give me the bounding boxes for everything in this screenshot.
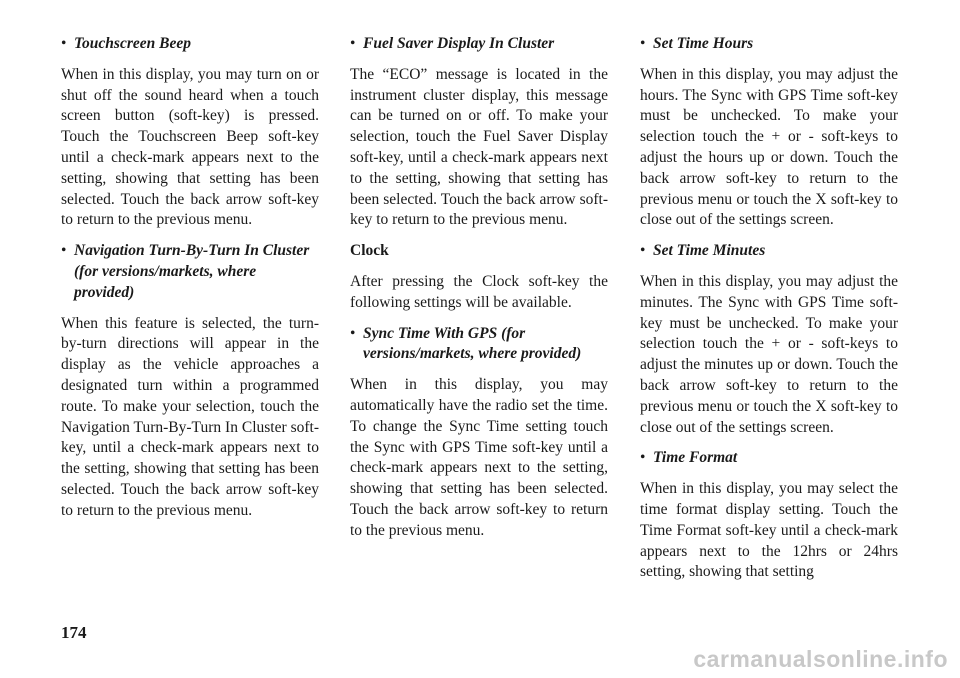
paragraph-set-time-hours: When in this display, you may adjust the hours. The Sync with GPS Time soft-key must be unchecked. To make your selection touch the + or - soft-keys to adjust the hours up or down. Touch the back arrow soft-key to return to the previous menu or touch the X soft-key to close out of the settings screen. — [640, 65, 898, 229]
page-number: 174 — [61, 623, 87, 642]
heading-set-time-minutes: • Set Time Minutes — [640, 241, 898, 262]
heading-sync-time-gps: • Sync Time With GPS (for versions/markets, where provided) — [350, 324, 608, 366]
heading-set-time-hours: • Set Time Hours — [640, 34, 898, 55]
column-middle — [350, 34, 608, 552]
paragraph-time-format: When in this display, you may select the time format display setting. Touch the Time Format soft-key until a check-mark appears next to the 12hrs or 24hrs setting, showing that setting — [640, 480, 898, 581]
section-title-clock: Clock — [350, 242, 389, 260]
watermark: carmanualsonline.info — [693, 646, 948, 672]
column-left — [61, 34, 319, 532]
heading-time-format: • Time Format — [640, 448, 898, 469]
heading-navigation-turn-by-turn: • Navigation Turn-By-Turn In Cluster (for versions/markets, where provided) — [61, 241, 319, 303]
paragraph-sync-time-gps: When in this display, you may automatically have the radio set the time. To change the Sync Time setting touch the Sync with GPS Time soft-key until a check-mark appears next to the setting, showing that setting has been selected. Touch the back arrow soft-key to return to the previous menu. — [350, 376, 608, 539]
column-right — [640, 34, 898, 593]
paragraph-clock-intro: After pressing the Clock soft-key the following settings will be available. — [350, 272, 608, 311]
heading-fuel-saver-display: • Fuel Saver Display In Cluster — [350, 34, 608, 55]
paragraph-set-time-minutes: When in this display, you may adjust the minutes. The Sync with GPS Time soft-key must be unchecked. To make your selection touch the + or - soft-keys to adjust the minutes up or down. Touch the back arrow soft-key to return to the previous menu or touch the X soft-key to close out of the settings screen. — [640, 272, 898, 436]
paragraph-fuel-saver-display: The “ECO” message is located in the instrument cluster display, this message can be turned on or off. To make your selection, touch the Fuel Saver Display soft-key, until a check-mark appears next to the setting, showing that setting has been selected. Touch the back arrow soft-key to return to the previous menu. — [350, 65, 608, 229]
paragraph-touchscreen-beep: When in this display, you may turn on or shut off the sound heard when a touch screen button (soft-key) is pressed. Touch the Touchscreen Beep soft-key until a check-mark appears next to the setting, showing that setting has been selected. Touch the back arrow soft-key to return to the previous menu. — [61, 65, 319, 229]
paragraph-navigation-turn-by-turn: When this feature is selected, the turn-by-turn directions will appear in the display as the vehicle approaches a designated turn within a programmed route. To make your selection, touch the Navigation Turn-By-Turn In Cluster soft-key, until a check-mark appears next to the setting, showing that setting has been selected. Touch the back arrow soft-key to return to the previous menu. — [61, 314, 319, 519]
heading-touchscreen-beep: • Touchscreen Beep — [61, 34, 319, 55]
